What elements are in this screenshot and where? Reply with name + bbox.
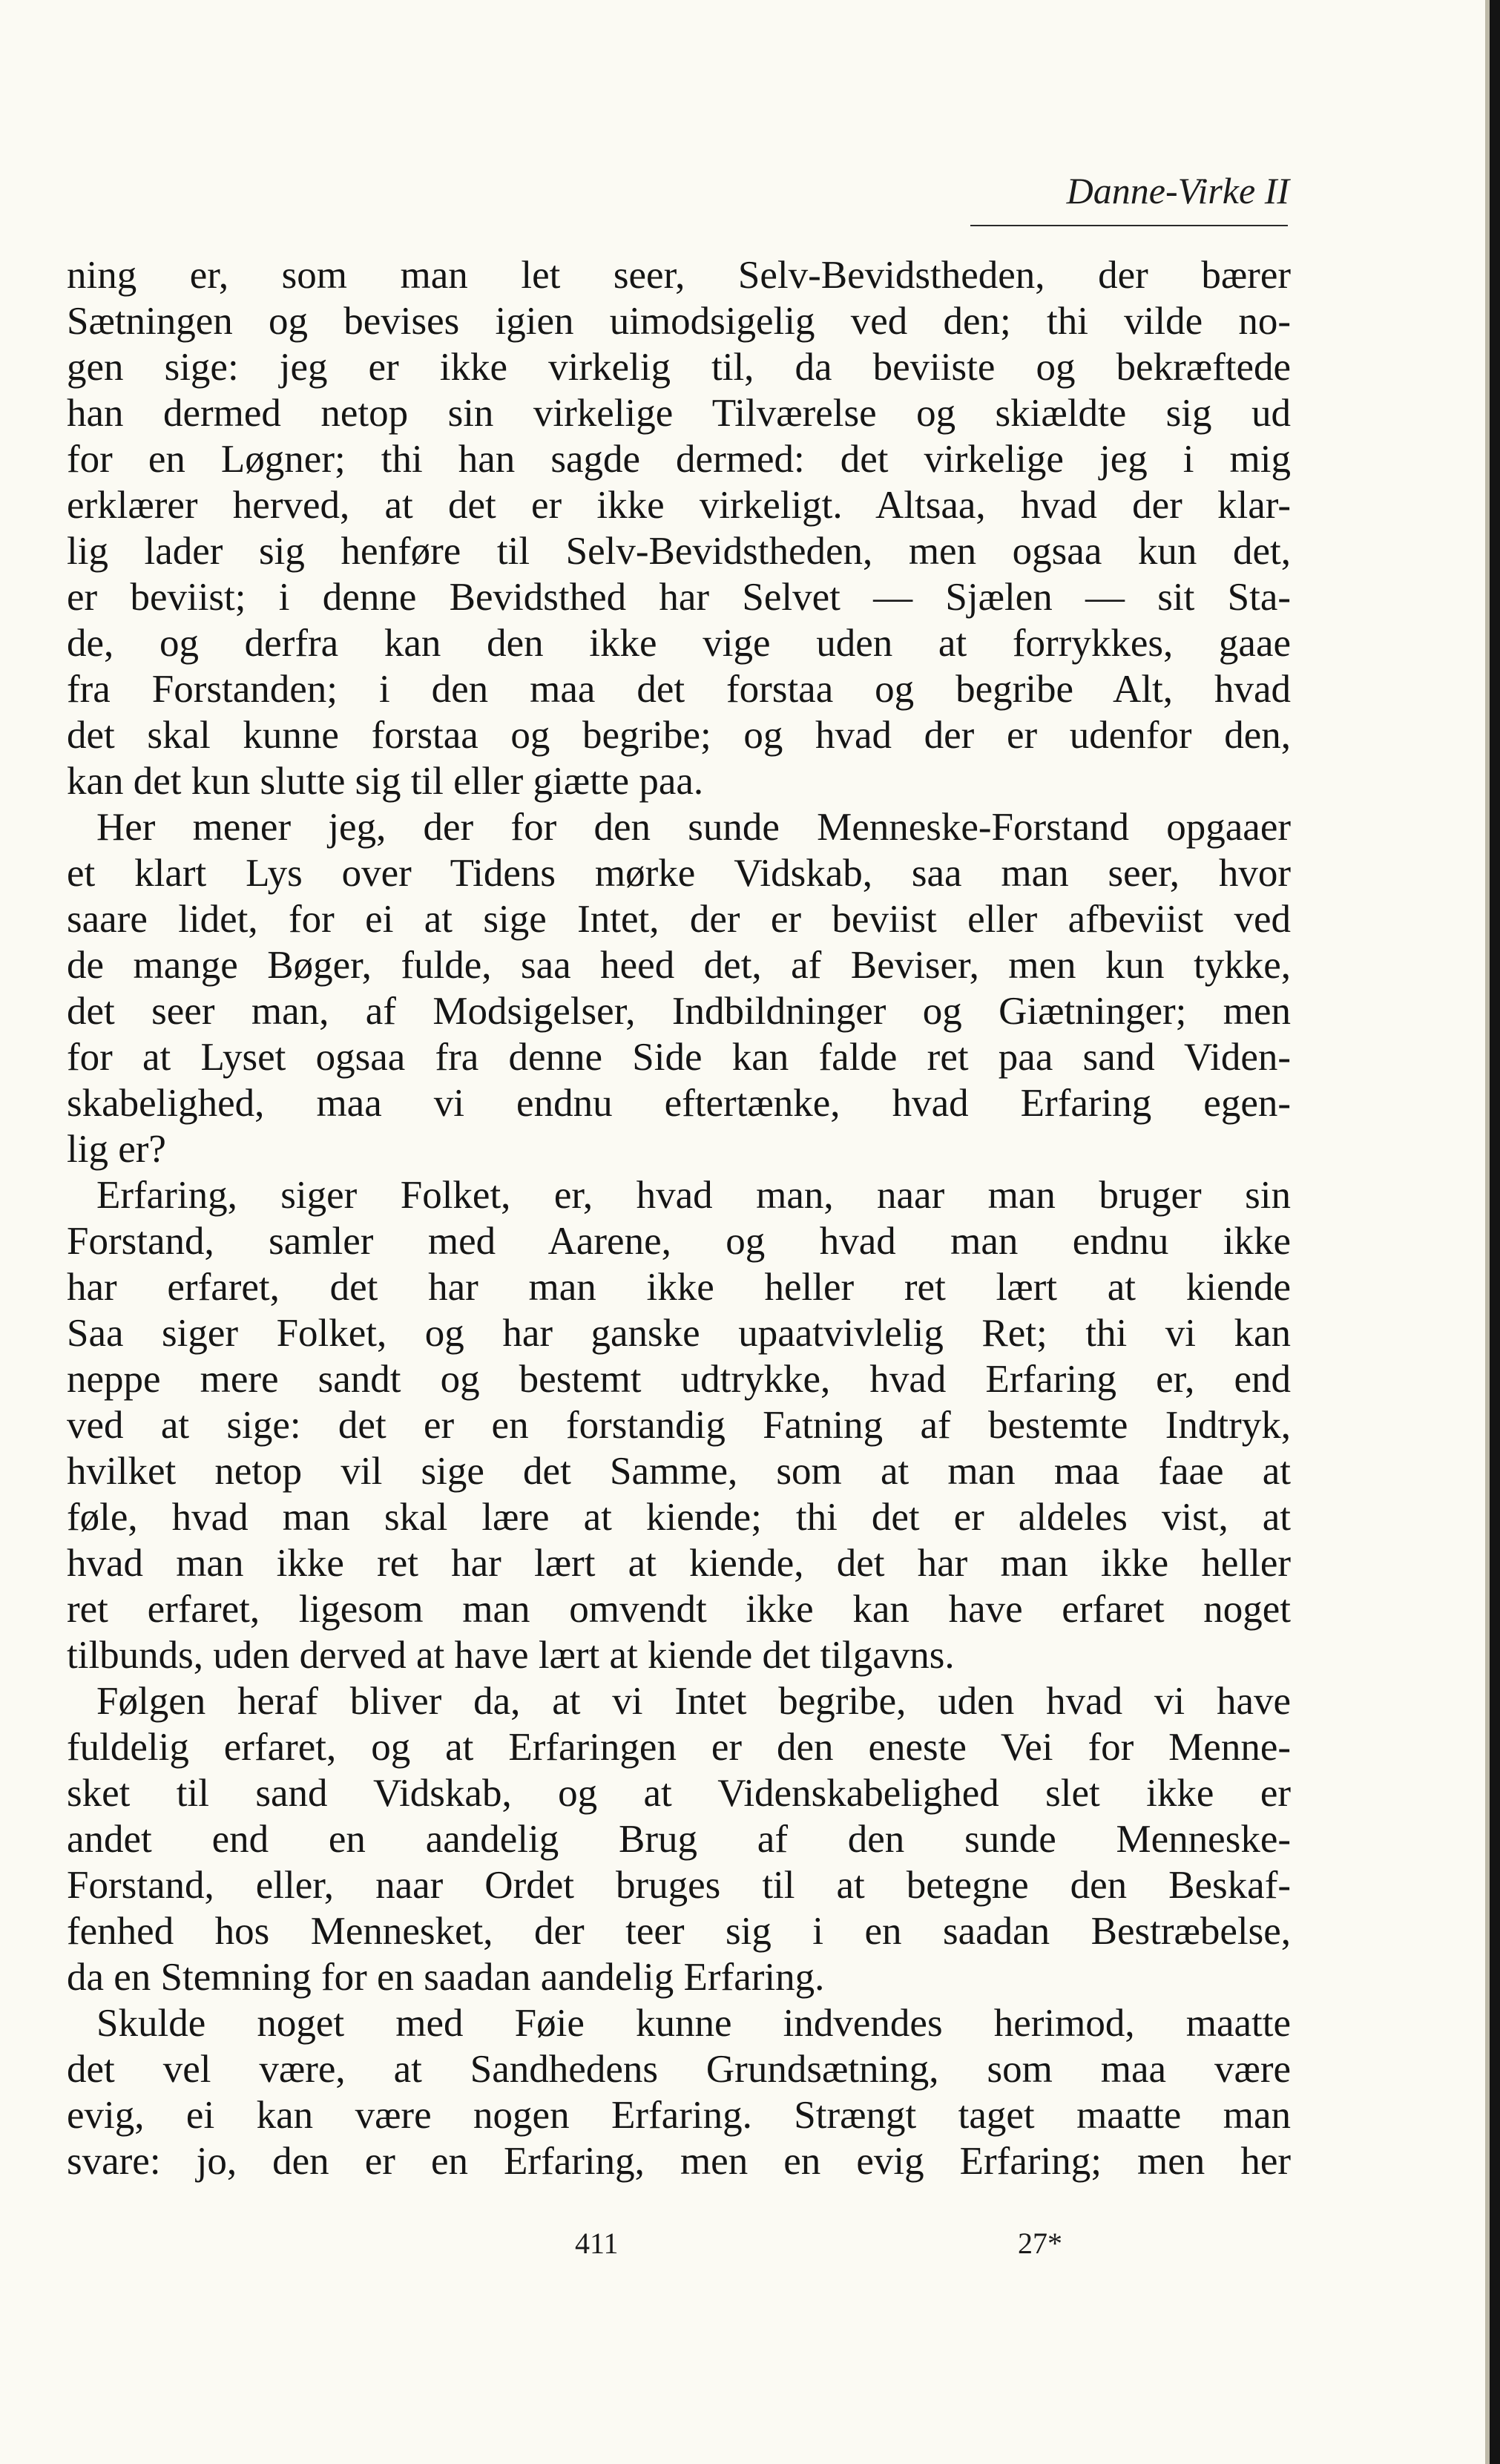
- text-line: fra Forstanden; i den maa det forstaa og begribe Alt, hvad: [67, 668, 1291, 711]
- body-text: [67, 252, 1291, 2184]
- text-line: det skal kunne forstaa og begribe; og hvad der er udenfor den,: [67, 714, 1291, 757]
- text-line: skabelighed, maa vi endnu eftertænke, hvad Erfaring egen-: [67, 1082, 1291, 1125]
- text-line: Sætningen og bevises igien uimodsigelig ved den; thi vilde no-: [67, 300, 1291, 343]
- text-line: Følgen heraf bliver da, at vi Intet begribe, uden hvad vi have: [96, 1680, 1291, 1723]
- text-line: neppe mere sandt og bestemt udtrykke, hvad Erfaring er, end: [67, 1358, 1291, 1401]
- running-header-title: Danne-Virke II: [1066, 170, 1289, 211]
- text-line: for en Løgner; thi han sagde dermed: det virkelige jeg i mig: [67, 438, 1291, 481]
- text-line: sket til sand Vidskab, og at Videnskabelighed slet ikke er: [67, 1772, 1291, 1815]
- text-line: da en Stemning for en saadan aandelig Erfaring.: [67, 1956, 825, 1999]
- text-line: Saa siger Folket, og har ganske upaatvivlelig Ret; thi vi kan: [67, 1312, 1291, 1355]
- header-rule: [970, 225, 1288, 226]
- text-line: har erfaret, det har man ikke heller ret lært at kiende: [67, 1266, 1291, 1309]
- text-line: evig, ei kan være nogen Erfaring. Strængt taget maatte man: [67, 2094, 1291, 2137]
- text-line: føle, hvad man skal lære at kiende; thi det er aldeles vist, at: [67, 1496, 1291, 1539]
- text-line: gen sige: jeg er ikke virkelig til, da beviiste og bekræftede: [67, 346, 1291, 389]
- text-line: Forstand, samler med Aarene, og hvad man endnu ikke: [67, 1220, 1291, 1263]
- text-line: de mange Bøger, fulde, saa heed det, af Beviser, men kun tykke,: [67, 944, 1291, 987]
- text-line: svare: jo, den er en Erfaring, men en evig Erfaring; men her: [67, 2140, 1291, 2183]
- text-line: det vel være, at Sandhedens Grundsætning, som maa være: [67, 2048, 1291, 2091]
- text-line: for at Lyset ogsaa fra denne Side kan falde ret paa sand Viden-: [67, 1036, 1291, 1079]
- text-line: det seer man, af Modsigelser, Indbildninger og Giætninger; men: [67, 990, 1291, 1033]
- text-line: et klart Lys over Tidens mørke Vidskab, saa man seer, hvor: [67, 852, 1291, 895]
- text-line: saare lidet, for ei at sige Intet, der er beviist eller afbeviist ved: [67, 898, 1291, 941]
- text-line: kan det kun slutte sig til eller giætte paa.: [67, 760, 704, 803]
- text-line: han dermed netop sin virkelige Tilværelse og skiældte sig ud: [67, 392, 1291, 435]
- text-line: de, og derfra kan den ikke vige uden at forrykkes, gaae: [67, 622, 1291, 665]
- text-line: ret erfaret, ligesom man omvendt ikke kan have erfaret noget: [67, 1588, 1291, 1631]
- text-line: fenhed hos Mennesket, der teer sig i en saadan Bestræbelse,: [67, 1910, 1291, 1953]
- text-line: Skulde noget med Føie kunne indvendes herimod, maatte: [96, 2002, 1291, 2045]
- text-line: lig er?: [67, 1128, 166, 1171]
- text-line: hvilket netop vil sige det Samme, som at man maa faae at: [67, 1450, 1291, 1493]
- scan-border: [1490, 0, 1500, 2464]
- text-line: er beviist; i denne Bevidsthed har Selvet — Sjælen — sit Sta-: [67, 576, 1291, 619]
- text-line: lig lader sig henføre til Selv-Bevidstheden, men ogsaa kun det,: [67, 530, 1291, 573]
- text-line: Forstand, eller, naar Ordet bruges til at betegne den Beskaf-: [67, 1864, 1291, 1907]
- text-line: Her mener jeg, der for den sunde Menneske-Forstand opgaaer: [96, 806, 1291, 849]
- text-line: hvad man ikke ret har lært at kiende, det har man ikke heller: [67, 1542, 1291, 1585]
- text-line: ved at sige: det er en forstandig Fatning af bestemte Indtryk,: [67, 1404, 1291, 1447]
- text-line: erklærer herved, at det er ikke virkeligt. Altsaa, hvad der klar-: [67, 484, 1291, 527]
- text-line: tilbunds, uden derved at have lært at kiende det tilgavns.: [67, 1634, 955, 1677]
- text-line: fuldelig erfaret, og at Erfaringen er den eneste Vei for Menne-: [67, 1726, 1291, 1769]
- text-line: ning er, som man let seer, Selv-Bevidstheden, der bærer: [67, 254, 1291, 297]
- page-number: 411: [575, 2227, 619, 2260]
- signature-mark: 27*: [1018, 2227, 1062, 2260]
- text-line: andet end en aandelig Brug af den sunde Menneske-: [67, 1818, 1291, 1861]
- text-line: Erfaring, siger Folket, er, hvad man, naar man bruger sin: [96, 1174, 1291, 1217]
